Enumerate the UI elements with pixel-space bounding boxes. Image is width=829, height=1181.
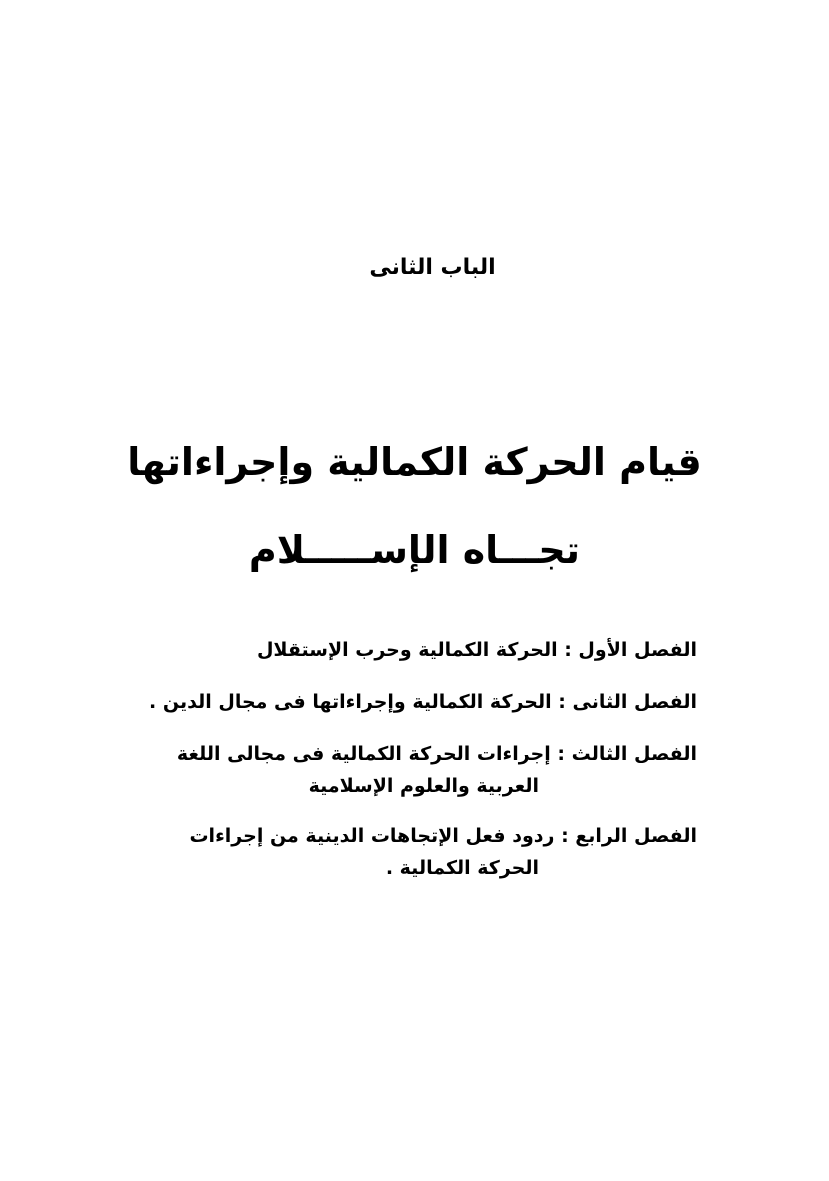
part-heading: الباب الثانى	[369, 255, 496, 280]
chapter-3-line-1: الفصل الثالث : إجراءات الحركة الكمالية فى مجالى اللغة	[176, 743, 697, 765]
chapter-2-line-1: الفصل الثانى : الحركة الكمالية وإجراءاتها فى مجال الدين .	[149, 691, 697, 713]
chapter-4	[77, 820, 697, 884]
chapter-2	[77, 686, 697, 718]
chapter-3-line-2: العربية والعلوم الإسلامية	[308, 775, 539, 797]
chapter-4-line-2: الحركة الكمالية .	[385, 857, 539, 879]
chapter-1	[77, 634, 697, 666]
chapter-1-line-1: الفصل الأول : الحركة الكمالية وحرب الإستقلال	[256, 639, 697, 661]
main-title	[0, 418, 829, 594]
main-title-line-2: تجـــاه الإســـــلام	[248, 528, 581, 572]
chapter-4-line-1: الفصل الرابع : ردود فعل الإتجاهات الدينية من إجراءات	[189, 825, 697, 847]
main-title-line-1: قيام الحركة الكمالية وإجراءاتها	[127, 440, 702, 484]
chapter-3	[77, 738, 697, 802]
chapter-list	[77, 634, 697, 902]
